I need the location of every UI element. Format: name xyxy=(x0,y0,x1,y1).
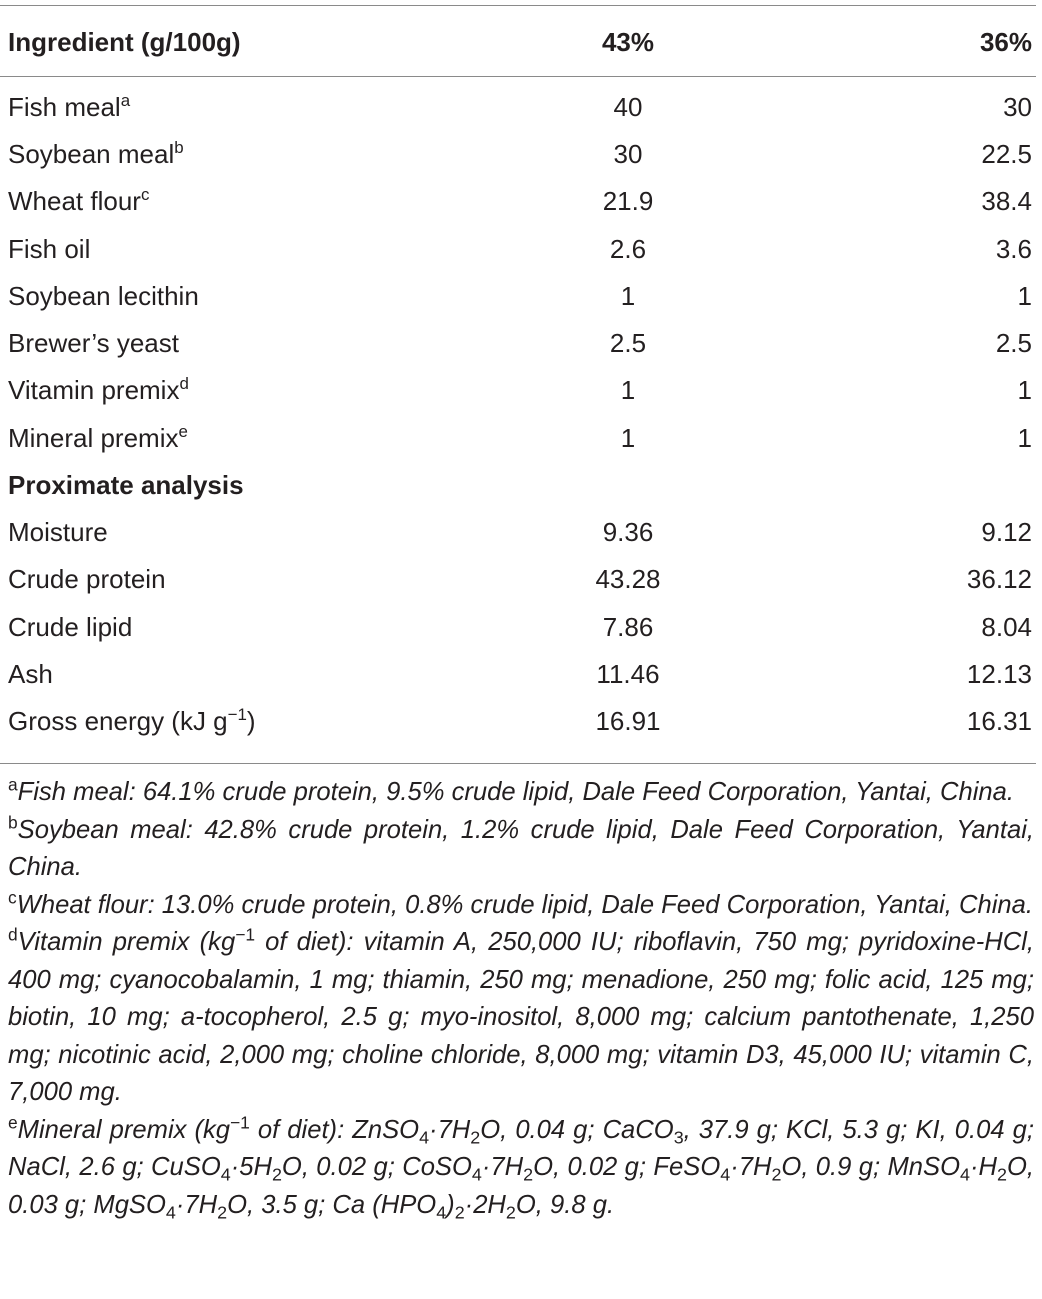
value-36: 38.4 xyxy=(981,186,1032,217)
unit-exponent: −1 xyxy=(227,705,247,725)
analysis-name: Crude protein xyxy=(8,564,166,595)
ingredient-name: Fish oil xyxy=(8,233,91,264)
value-43: 1 xyxy=(620,375,636,406)
value-36: 1 xyxy=(1017,375,1032,406)
ingredient-name: Vitamin premix$^d$ xyxy=(8,374,189,406)
footnote-d: $^d$Vitamin premix ($kg^{-1}$ of diet): vitamin A, 250,000 IU; riboflavin, 750 mg; pyridoxine-HCl, 400 mg; cyanocobalamin, 1 mg; thiamin, 250 mg; menadione, 250 mg; folic acid, 125 mg; biotin, 10 mg; a-tocopherol, 2.5 g; myo-inositol, 8,000 mg; calcium pantothenate, 1,250 mg; nicotinic acid, 2,000 mg; choline chloride, 8,000 mg; vitamin D3, 45,000 IU; vitamin C, 7,000 mg. xyxy=(8,924,1035,1106)
value-43: 1 xyxy=(620,280,636,311)
footnote-mark: a xyxy=(8,774,18,795)
table-row xyxy=(0,83,1036,130)
value-36: 9.12 xyxy=(981,517,1032,548)
table-row xyxy=(0,367,1036,414)
footnote-mark: d xyxy=(8,924,18,945)
table-row xyxy=(0,603,1036,650)
value-43: 21.9 xyxy=(602,186,654,217)
ingredient-name: Soybean lecithin xyxy=(8,280,199,311)
header-diet-36: 36% xyxy=(979,27,1032,57)
value-43: 30 xyxy=(613,138,643,169)
section-row xyxy=(0,461,1036,508)
ingredient-name: Fish meal$^a$ xyxy=(8,90,131,122)
footnote-a: $^a$Fish meal: 64.1% crude protein, 9.5% crude lipid, Dale Feed Corporation, Yantai, China. xyxy=(8,774,1015,806)
value-43: 43.28 xyxy=(595,564,661,595)
table-row xyxy=(0,698,1036,745)
footnote-mark: d xyxy=(179,374,189,394)
value-43: 2.5 xyxy=(609,328,647,359)
value-36: 22.5 xyxy=(981,138,1032,169)
value-43: 2.6 xyxy=(609,233,647,264)
header-diet-43: 43% xyxy=(601,27,655,57)
value-36: 16.31 xyxy=(966,706,1032,737)
value-36: 1 xyxy=(1017,422,1032,453)
table-row xyxy=(0,272,1036,319)
footnote-mark: e xyxy=(8,1111,18,1132)
ingredient-name: Soybean meal$^b$ xyxy=(8,137,184,169)
value-43: 40 xyxy=(613,91,643,122)
table-row xyxy=(0,556,1036,603)
value-43: 9.36 xyxy=(602,517,654,548)
table-row xyxy=(0,225,1036,272)
value-36: 36.12 xyxy=(966,564,1032,595)
value-43: 7.86 xyxy=(602,611,654,642)
footnote-mark: e xyxy=(178,421,188,441)
value-43: 1 xyxy=(620,422,636,453)
header-ingredient: Ingredient (g/100g) xyxy=(8,27,241,57)
analysis-name: Moisture xyxy=(8,517,108,548)
table-row xyxy=(0,178,1036,225)
table-row xyxy=(0,650,1036,697)
table-row xyxy=(0,414,1036,461)
value-36: 12.13 xyxy=(966,658,1032,689)
footnote-e: $^e$Mineral premix ($kg^{-1}$ of diet): $ZnSO_4\cdot 7H_2O$, 0.04 g; CaCO$_3$, 37.9 g; KCl, 5.3 g; KI, 0.04 g; NaCl, 2.6 g; $CuSO_4\cdot 5H_2O$, 0.02 g; $CoSO_4\cdot 7H_2O$, 0.02 g; $FeSO_4\cdot 7H_2O$, 0.9 g; $MnSO_4\cdot H_2O$, 0.03 g; $MgSO_4\cdot 7H_2O$, 3.5 g; Ca $(HPO_4)_2\cdot 2H_2O$, 9.8 g. xyxy=(8,1111,1034,1222)
footnote-mark: b xyxy=(174,137,184,157)
footnotes xyxy=(8,774,1034,1224)
section-title-proximate-analysis: Proximate analysis xyxy=(8,469,244,500)
ingredient-name: Mineral premix$^e$ xyxy=(8,421,188,453)
table-row xyxy=(0,319,1036,366)
footnote-mark: b xyxy=(8,811,18,832)
ingredient-name: Wheat flour$^c$ xyxy=(8,185,150,217)
value-36: 8.04 xyxy=(981,611,1032,642)
analysis-name: Gross energy (kJ $g^{-1}$) xyxy=(8,705,256,737)
ingredient-name: Brewer’s yeast xyxy=(8,328,179,359)
footnote-mark: a xyxy=(120,90,131,110)
footnote-b: $^b$Soybean meal: 42.8% crude protein, 1.2% crude lipid, Dale Feed Corporation, Yantai, China. xyxy=(8,811,1034,881)
value-36: 3.6 xyxy=(995,233,1032,264)
footnote-c: $^c$Wheat flour: 13.0% crude protein, 0.8% crude lipid, Dale Feed Corporation, Yantai, China. xyxy=(8,886,1033,919)
analysis-name: Crude lipid xyxy=(8,611,133,642)
value-43: 16.91 xyxy=(595,706,661,737)
bottom-rule xyxy=(0,763,1036,764)
table-row xyxy=(0,508,1036,555)
diet-composition-table xyxy=(0,19,1036,745)
top-rule xyxy=(0,5,1036,6)
table-row xyxy=(0,130,1036,177)
value-36: 1 xyxy=(1017,280,1032,311)
header-row xyxy=(0,19,1036,65)
analysis-name: Ash xyxy=(8,658,53,689)
value-36: 30 xyxy=(1003,91,1032,122)
value-43: 11.46 xyxy=(596,658,660,689)
value-36: 2.5 xyxy=(995,328,1032,359)
footnote-mark: c xyxy=(140,185,150,205)
footnote-mark: c xyxy=(8,886,17,907)
